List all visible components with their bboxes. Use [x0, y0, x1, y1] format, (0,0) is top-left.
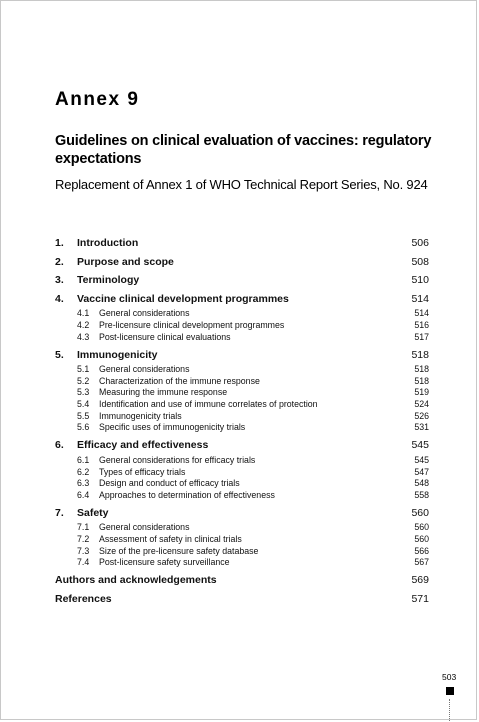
- toc-subentry-number: 5.3: [77, 387, 90, 398]
- toc-subentry-number: 5.6: [77, 422, 90, 433]
- toc-subentry-label: Types of efficacy trials: [99, 466, 186, 477]
- toc-subsection-list: [55, 455, 429, 501]
- toc-subentry-label: Post-licensure clinical evaluations: [99, 331, 231, 342]
- toc-entry-page: 508: [411, 255, 429, 268]
- toc-entry[interactable]: [55, 290, 429, 309]
- toc-subentry[interactable]: [55, 411, 429, 423]
- toc-subentry[interactable]: [55, 308, 429, 320]
- toc-subentry-label: Post-licensure safety surveillance: [99, 557, 230, 568]
- toc-entry-number: 3.: [55, 274, 64, 287]
- toc-entry-page: 510: [411, 274, 429, 287]
- toc-subentry-page: 560: [414, 522, 429, 533]
- toc-entry-page: 518: [411, 348, 429, 361]
- toc-subentry-page: 518: [414, 364, 429, 375]
- toc-entry-label: Authors and acknowledgements: [55, 574, 217, 587]
- toc-entry-label: Introduction: [77, 237, 139, 249]
- toc-entry[interactable]: [55, 346, 429, 365]
- toc-subentry[interactable]: [55, 422, 429, 434]
- toc-subentry[interactable]: [55, 376, 429, 388]
- toc-subsection-list: [55, 522, 429, 568]
- toc-entry-number: 6.: [55, 439, 64, 452]
- toc-subsection-list: [55, 364, 429, 434]
- toc-subentry[interactable]: [55, 534, 429, 546]
- page-number: 503: [442, 672, 457, 682]
- table-of-contents: [55, 234, 429, 608]
- toc-subentry-number: 6.1: [77, 454, 90, 465]
- toc-subentry[interactable]: [55, 364, 429, 376]
- toc-subentry-page: 567: [414, 557, 429, 568]
- page-marker-square: [446, 687, 454, 695]
- toc-entry-label: Vaccine clinical development programmes: [77, 292, 289, 305]
- toc-entry[interactable]: [55, 234, 429, 253]
- toc-entry-number: 1.: [55, 237, 64, 249]
- toc-subentry-page: 547: [414, 466, 429, 477]
- document-title: Guidelines on clinical evaluation of vaccines: regulatory expectations: [55, 133, 432, 167]
- toc-subentry-label: Identification and use of immune correlates of protection: [99, 399, 318, 410]
- toc-subentry-page: 548: [414, 478, 429, 489]
- toc-subentry[interactable]: [55, 399, 429, 411]
- toc-subentry-label: Approaches to determination of effectiveness: [99, 489, 275, 500]
- toc-entry-label: Immunogenicity: [77, 348, 158, 361]
- toc-entry-page: 514: [411, 292, 429, 305]
- toc-subentry[interactable]: [55, 455, 429, 467]
- toc-entry-label: Efficacy and effectiveness: [77, 439, 209, 452]
- toc-subentry-number: 5.1: [77, 364, 90, 375]
- toc-subentry[interactable]: [55, 320, 429, 332]
- toc-subentry-page: 560: [414, 533, 429, 544]
- toc-subentry-page: 558: [414, 489, 429, 500]
- toc-subsection-list: [55, 308, 429, 343]
- toc-subentry-number: 7.4: [77, 557, 90, 568]
- toc-entry-number: 4.: [55, 292, 64, 305]
- toc-subentry-page: 518: [414, 375, 429, 386]
- toc-subentry-page: 519: [414, 387, 429, 398]
- toc-subentry-label: Characterization of the immune response: [99, 375, 260, 386]
- toc-subentry-number: 6.3: [77, 478, 90, 489]
- toc-subentry-number: 6.2: [77, 466, 90, 477]
- toc-subentry-page: 566: [414, 545, 429, 556]
- toc-subentry-number: 5.4: [77, 399, 90, 410]
- toc-entry[interactable]: [55, 271, 429, 290]
- toc-entry[interactable]: [55, 590, 429, 609]
- toc-subentry-label: General considerations for efficacy trials: [99, 454, 256, 465]
- document-subtitle: Replacement of Annex 1 of WHO Technical Report Series, No. 924: [55, 177, 428, 192]
- toc-entry[interactable]: [55, 436, 429, 455]
- toc-entry-page: 545: [411, 439, 429, 452]
- toc-entry-number: 7.: [55, 506, 64, 519]
- toc-entry-label: Purpose and scope: [77, 255, 174, 268]
- toc-subentry[interactable]: [55, 387, 429, 399]
- toc-subentry-page: 514: [414, 308, 429, 319]
- toc-subentry-page: 524: [414, 399, 429, 410]
- toc-entry-page: 569: [411, 574, 429, 587]
- toc-entry[interactable]: [55, 253, 429, 272]
- toc-subentry-number: 4.1: [77, 308, 90, 319]
- toc-entry-label: Terminology: [77, 274, 140, 287]
- toc-subentry[interactable]: [55, 490, 429, 502]
- toc-entry-page: 571: [411, 592, 429, 605]
- toc-subentry-number: 7.3: [77, 545, 90, 556]
- toc-entry-page: 560: [411, 506, 429, 519]
- toc-entry-label: Safety: [77, 506, 109, 519]
- toc-subentry-number: 4.3: [77, 331, 90, 342]
- toc-subentry-number: 7.2: [77, 533, 90, 544]
- toc-subentry-page: 531: [414, 422, 429, 433]
- page-edge-dots: [449, 699, 451, 721]
- toc-entry-label: References: [55, 592, 112, 605]
- toc-subentry-number: 4.2: [77, 319, 90, 330]
- toc-subentry-label: Assessment of safety in clinical trials: [99, 533, 242, 544]
- toc-subentry-page: 545: [414, 454, 429, 465]
- toc-subentry-label: Pre-licensure clinical development programmes: [99, 319, 285, 330]
- toc-subentry-label: Measuring the immune response: [99, 387, 228, 398]
- toc-entry[interactable]: [55, 571, 429, 590]
- toc-subentry[interactable]: [55, 467, 429, 479]
- toc-subentry-page: 526: [414, 410, 429, 421]
- toc-subentry[interactable]: [55, 332, 429, 344]
- toc-subentry[interactable]: [55, 557, 429, 569]
- toc-subentry-number: 6.4: [77, 489, 90, 500]
- toc-entry-number: 5.: [55, 348, 64, 361]
- toc-subentry-label: Design and conduct of efficacy trials: [99, 478, 240, 489]
- toc-subentry[interactable]: [55, 546, 429, 558]
- toc-subentry-label: Immunogenicity trials: [99, 410, 182, 421]
- annex-heading: Annex 9: [55, 89, 140, 110]
- toc-subentry-label: General considerations: [99, 364, 190, 375]
- toc-entry-page: 506: [411, 237, 429, 249]
- toc-subentry[interactable]: [55, 522, 429, 534]
- toc-entry[interactable]: [55, 504, 429, 523]
- toc-subentry-label: General considerations: [99, 308, 190, 319]
- toc-subentry-number: 7.1: [77, 522, 90, 533]
- toc-subentry-label: Specific uses of immunogenicity trials: [99, 422, 246, 433]
- toc-subentry-label: Size of the pre-licensure safety database: [99, 545, 259, 556]
- toc-entry-number: 2.: [55, 255, 64, 268]
- toc-subentry-label: General considerations: [99, 522, 190, 533]
- toc-subentry[interactable]: [55, 478, 429, 490]
- toc-subentry-number: 5.2: [77, 375, 90, 386]
- toc-subentry-page: 517: [414, 331, 429, 342]
- toc-subentry-page: 516: [414, 319, 429, 330]
- toc-subentry-number: 5.5: [77, 410, 90, 421]
